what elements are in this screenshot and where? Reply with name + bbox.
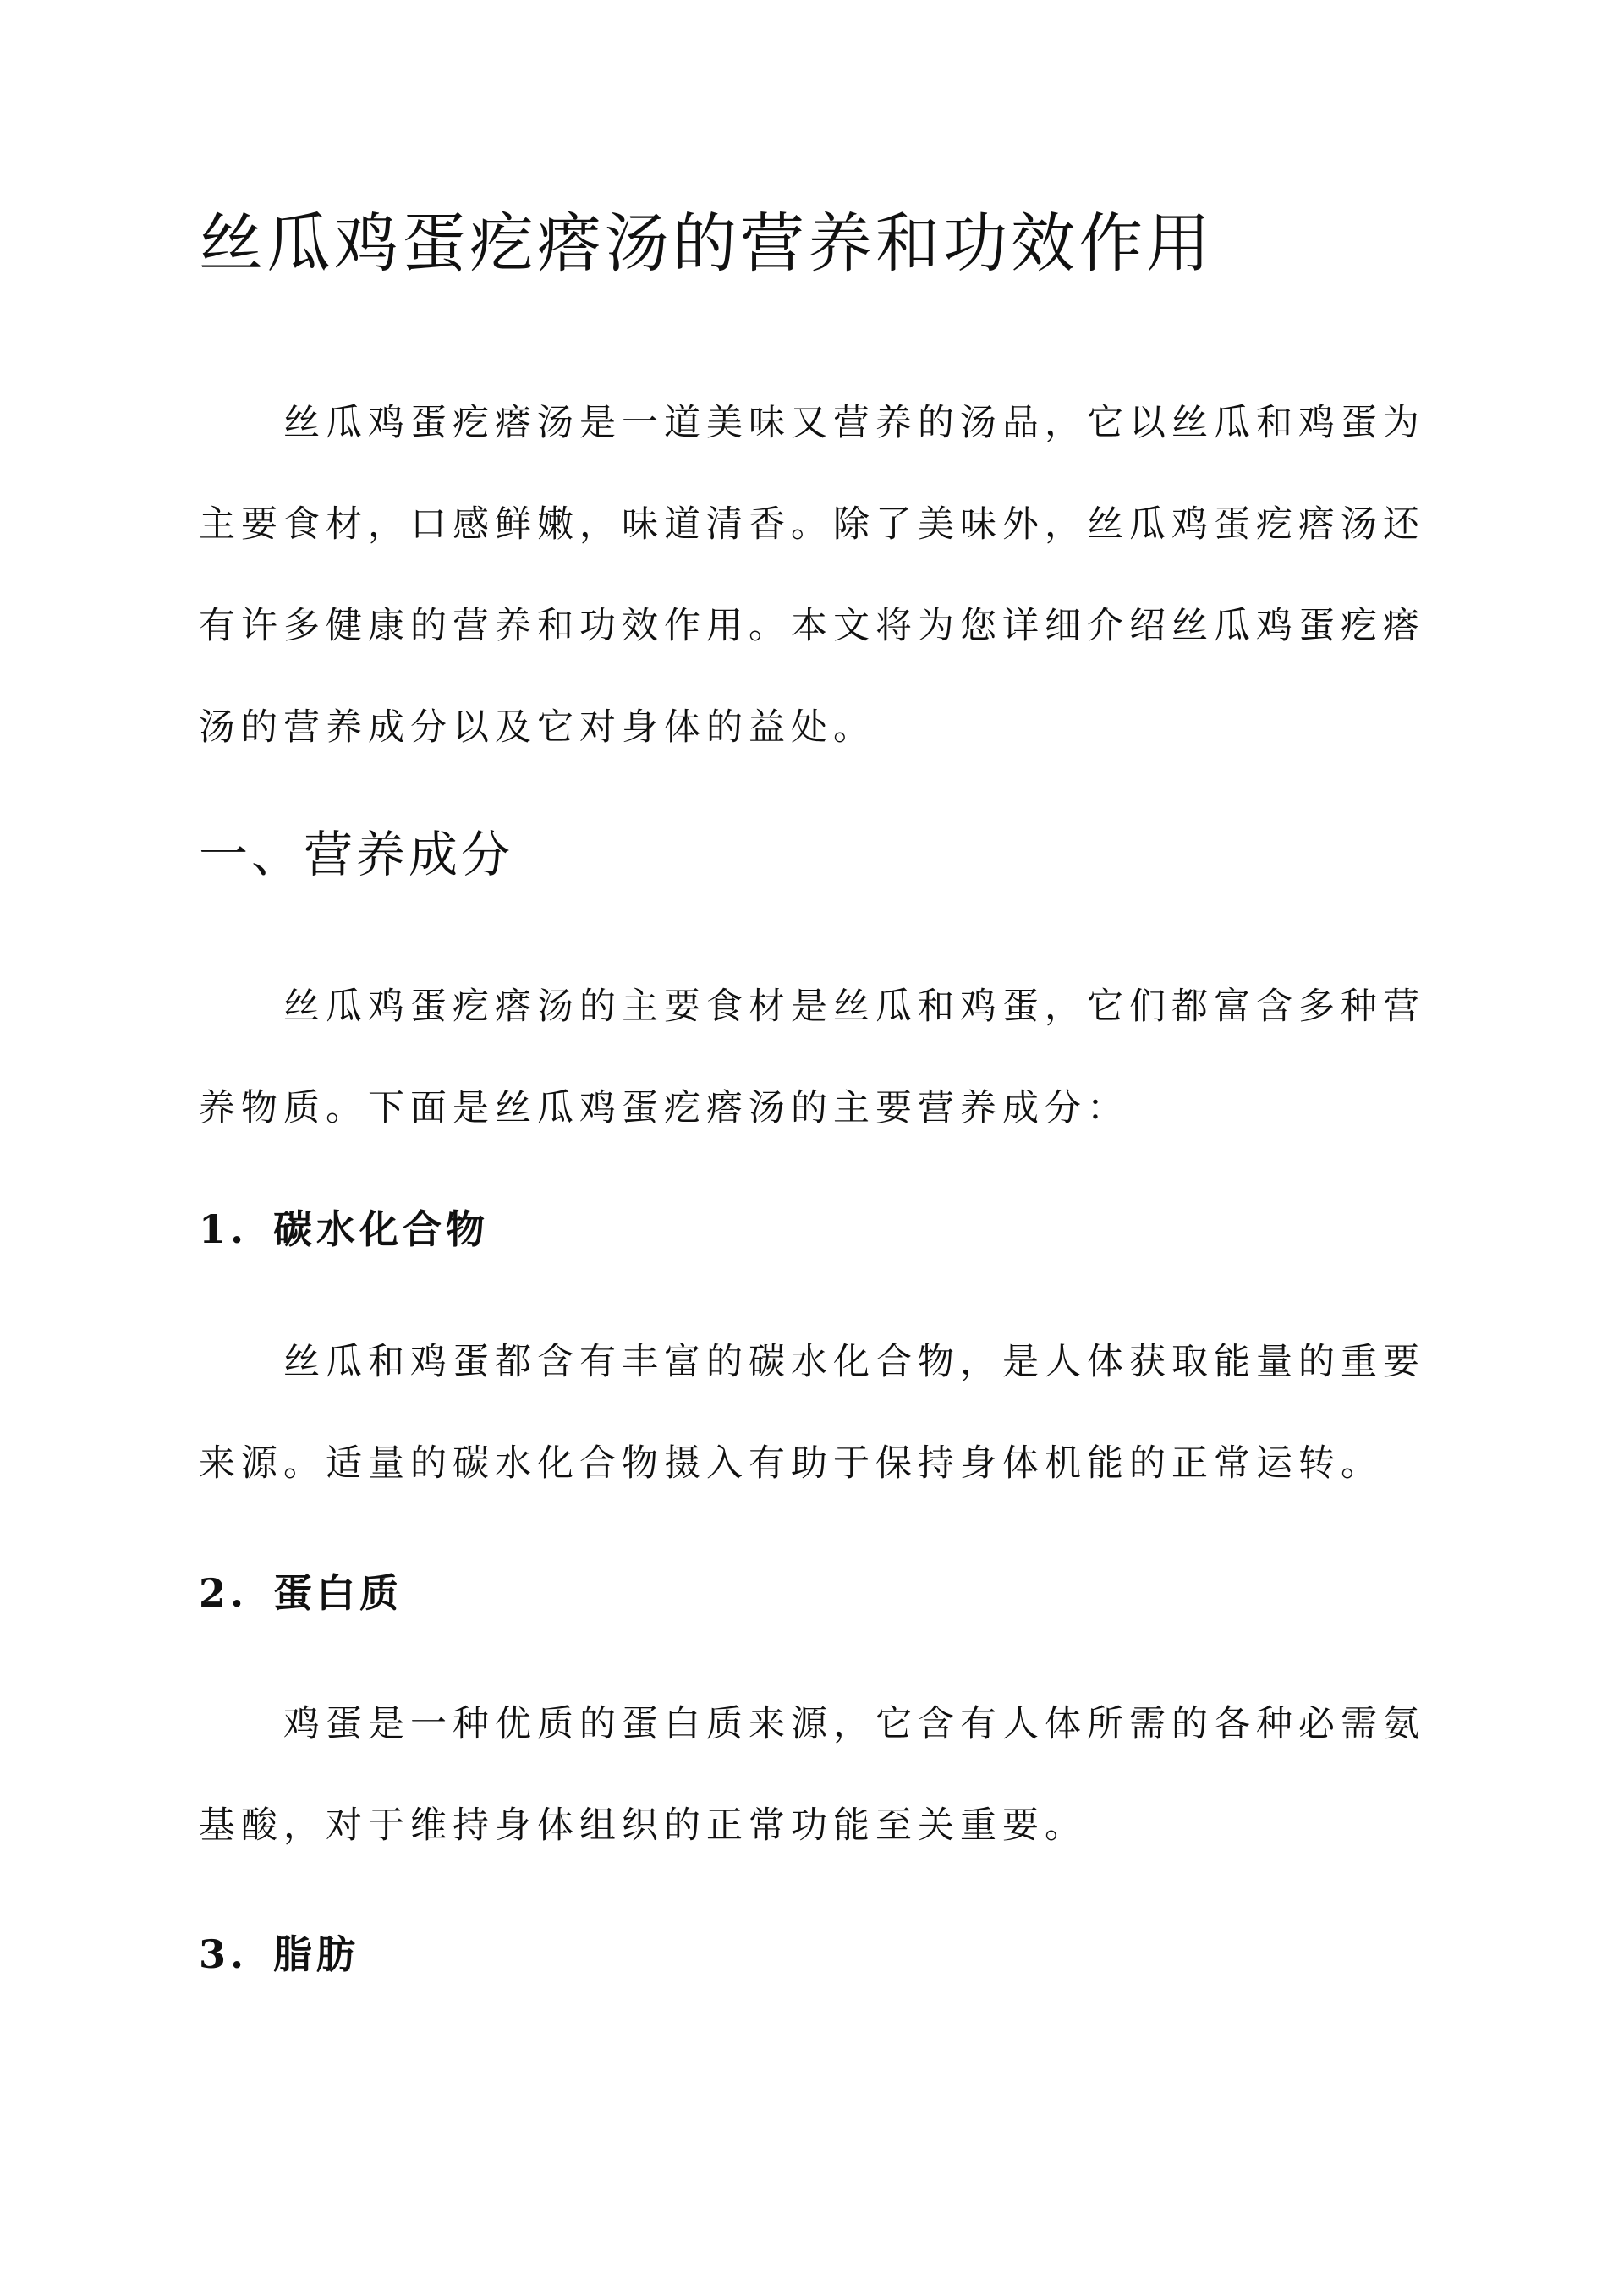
subsection-heading-protein: [199, 1563, 403, 1623]
subsection-title: 脂肪: [273, 1931, 359, 1977]
carbohydrates-paragraph: 丝瓜和鸡蛋都含有丰富的碳水化合物，是人体获取能量的重要来源。适量的碳水化合物摄入有助于保持身体机能的正常运转。: [199, 1341, 1425, 1485]
subsection-title: 碳水化合物: [273, 1206, 489, 1252]
protein-paragraph: 鸡蛋是一种优质的蛋白质来源，它含有人体所需的各种必需氨基酸，对于维持身体组织的正常功能至关重要。: [199, 1703, 1425, 1847]
subsection-heading-fat: [199, 1925, 359, 1984]
subsection-number: 1.: [199, 1206, 249, 1252]
subsection-number: 2.: [199, 1570, 249, 1616]
subsection-heading-carbohydrates: [199, 1200, 489, 1259]
subsection-title: 蛋白质: [273, 1570, 403, 1616]
subsection-number: 3.: [199, 1931, 249, 1977]
section-intro-paragraph: 丝瓜鸡蛋疙瘩汤的主要食材是丝瓜和鸡蛋，它们都富含多种营养物质。下面是丝瓜鸡蛋疙瘩汤的主要营养成分：: [199, 986, 1425, 1129]
document-title: 丝瓜鸡蛋疙瘩汤的营养和功效作用: [199, 206, 1214, 281]
section-heading-nutrition: 一、营养成分: [199, 826, 514, 883]
intro-paragraph: 丝瓜鸡蛋疙瘩汤是一道美味又营养的汤品，它以丝瓜和鸡蛋为主要食材，口感鲜嫩，味道清香。除了美味外，丝瓜鸡蛋疙瘩汤还有许多健康的营养和功效作用。本文将为您详细介绍丝瓜鸡蛋疙瘩汤的营养成分以及它对身体的益处。: [199, 402, 1425, 749]
